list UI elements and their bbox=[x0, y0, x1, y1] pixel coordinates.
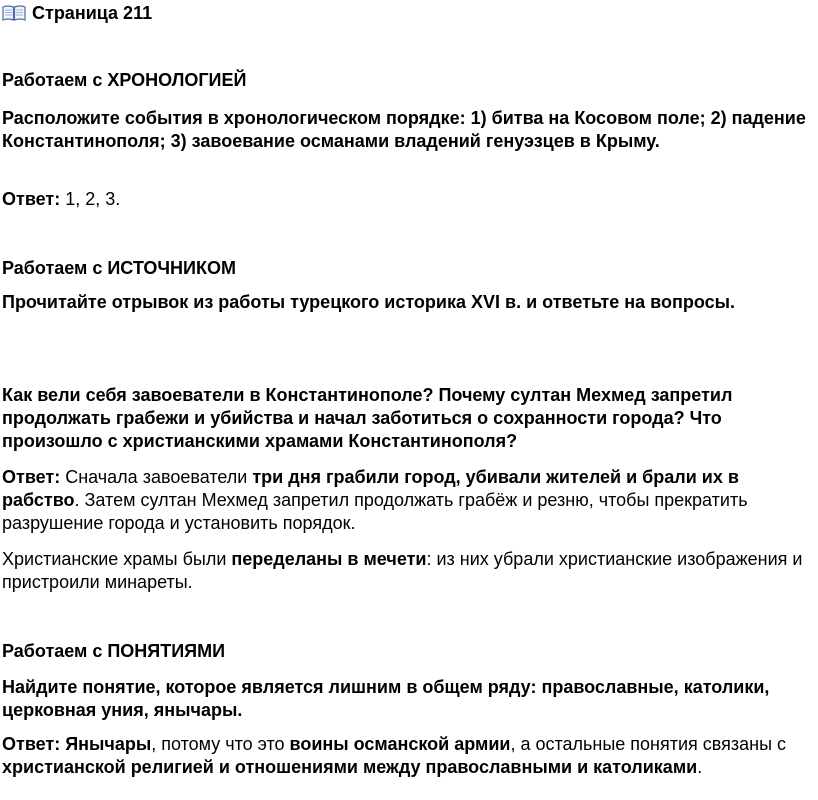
source-answer-part1: Сначала завоеватели bbox=[60, 467, 253, 487]
concepts-answer-part4: христианской религией и отношениями между православными и католиками bbox=[2, 757, 698, 777]
concepts-task: Найдите понятие, которое является лишним в общем ряду: православные, католики, церковная уния, янычары. bbox=[2, 677, 770, 720]
source-answer-part3: . Затем султан Мехмед запретил продолжать грабёж и резню, чтобы прекратить разрушение города и установить порядок. bbox=[2, 490, 748, 533]
source-answer-label: Ответ: bbox=[2, 467, 61, 487]
chronology-task-block bbox=[2, 107, 818, 153]
source-answer-paragraph2 bbox=[2, 548, 818, 594]
page-header bbox=[2, 1, 152, 25]
concepts-answer-part3: , а остальные понятия связаны с bbox=[510, 734, 787, 754]
concepts-heading: Работаем с ПОНЯТИЯМИ bbox=[2, 641, 226, 661]
source-para2-part3: : из них убрали христианские изображения и пристроили минареты. bbox=[2, 549, 803, 592]
page-title: Страница 211 bbox=[32, 3, 153, 23]
chronology-answer bbox=[2, 188, 818, 211]
chronology-heading-block bbox=[2, 69, 818, 92]
chronology-heading: Работаем с ХРОНОЛОГИЕЙ bbox=[2, 70, 247, 90]
open-book-icon bbox=[2, 4, 26, 22]
source-task: Прочитайте отрывок из работы турецкого историка XVI в. и ответьте на вопросы. bbox=[2, 292, 735, 312]
concepts-answer-label: Ответ: Янычары bbox=[2, 734, 152, 754]
source-answer-part2: три дня грабили город, убивали жителей и брали их в рабство bbox=[2, 467, 739, 510]
chronology-answer-label: Ответ: bbox=[2, 189, 61, 209]
concepts-answer-part1: , потому что это bbox=[151, 734, 290, 754]
source-heading: Работаем с ИСТОЧНИКОМ bbox=[2, 258, 236, 278]
source-question-block bbox=[2, 384, 818, 453]
source-answer bbox=[2, 466, 818, 535]
concepts-answer-part5: . bbox=[697, 757, 703, 777]
source-para2-part2: переделаны в мечети bbox=[231, 549, 427, 569]
concepts-answer bbox=[2, 733, 818, 779]
source-task-block bbox=[2, 291, 818, 314]
chronology-answer-text: 1, 2, 3. bbox=[60, 189, 121, 209]
concepts-heading-block bbox=[2, 640, 818, 663]
chronology-task: Расположите события в хронологическом порядке: 1) битва на Косовом поле; 2) падение Константинополя; 3) завоевание османами владений генуэзцев в Крыму. bbox=[2, 108, 806, 151]
concepts-answer-part2: воины османской армии bbox=[289, 734, 511, 754]
source-question: Как вели себя завоеватели в Константинополе? Почему султан Мехмед запретил продолжать грабежи и убийства и начал заботиться о сохранности города? Что произошло с христианскими храмами Константинополя? bbox=[2, 385, 733, 451]
source-para2-part1: Христианские храмы были bbox=[2, 549, 232, 569]
source-heading-block bbox=[2, 257, 818, 280]
concepts-task-block bbox=[2, 676, 818, 722]
